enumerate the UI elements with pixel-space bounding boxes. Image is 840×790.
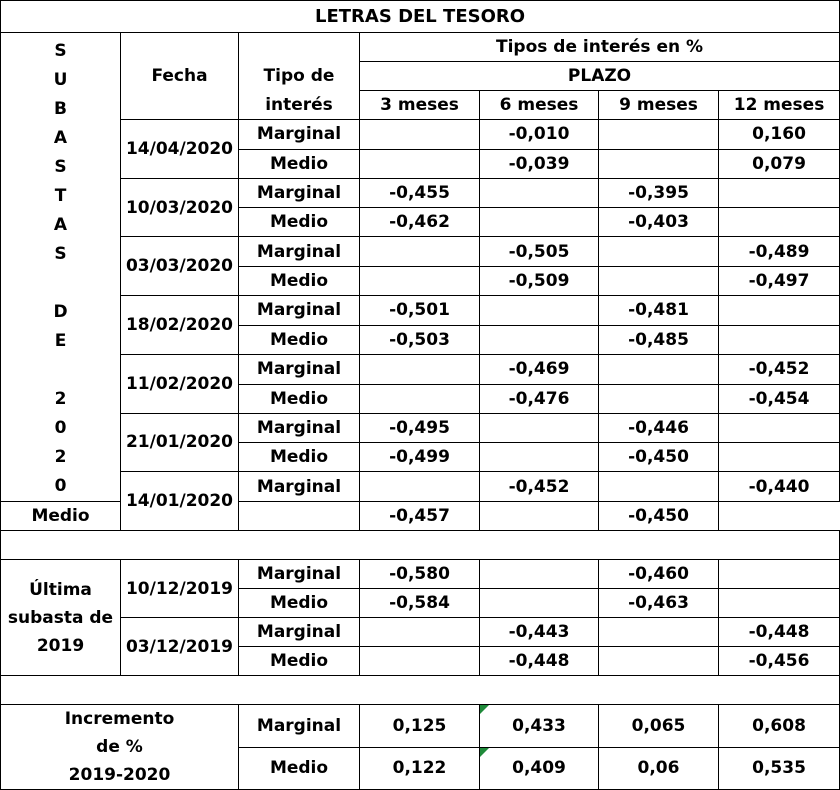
table-row: [1, 472, 840, 502]
rate-type-cell[interactable]: Medio: [239, 267, 360, 296]
rate-type-cell[interactable]: Marginal: [239, 618, 360, 647]
rate-value-cell[interactable]: -0,460: [599, 560, 719, 589]
rate-value-cell[interactable]: -0,509: [480, 267, 599, 296]
rate-value-cell[interactable]: [480, 325, 599, 354]
spacer-row: [1, 676, 840, 705]
auction-date-cell[interactable]: 14/04/2020: [121, 120, 239, 179]
increment-value-cell[interactable]: 0,125: [360, 705, 480, 748]
rate-value-cell[interactable]: [599, 618, 719, 647]
comment-marker-icon[interactable]: [480, 705, 489, 714]
increment-value-cell[interactable]: 0,122: [360, 747, 480, 790]
rate-value-cell[interactable]: -0,395: [599, 178, 719, 208]
rate-value-cell[interactable]: [719, 560, 840, 589]
plazo-3-header[interactable]: 9 meses: [599, 91, 719, 120]
rate-value-cell[interactable]: [480, 413, 599, 443]
rate-type-cell[interactable]: Marginal: [239, 178, 360, 208]
rate-value-cell[interactable]: [360, 384, 480, 413]
auction-date-cell[interactable]: 18/02/2020: [121, 296, 239, 355]
rate-value-cell[interactable]: -0,495: [360, 413, 480, 443]
rate-value-cell[interactable]: -0,489: [719, 237, 840, 267]
rate-value-cell[interactable]: [239, 502, 360, 531]
rate-value-cell[interactable]: -0,452: [480, 472, 599, 502]
fecha-header[interactable]: Fecha: [121, 33, 239, 120]
table-title[interactable]: LETRAS DEL TESORO: [1, 1, 840, 33]
rate-value-cell[interactable]: -0,457: [360, 502, 480, 531]
rate-value-cell[interactable]: [480, 296, 599, 326]
tipo-header-spacer[interactable]: [239, 33, 360, 62]
rate-value-cell[interactable]: -0,454: [719, 384, 840, 413]
rate-value-cell[interactable]: [360, 149, 480, 178]
increment-value-cell[interactable]: 0,065: [599, 705, 719, 748]
rate-value-cell[interactable]: [360, 354, 480, 384]
auction-date-cell[interactable]: 03/12/2019: [121, 618, 239, 676]
section-label-2019-line: Última: [29, 579, 92, 600]
section-label-letter: E: [54, 331, 67, 351]
table-row: [1, 178, 840, 208]
rate-value-cell[interactable]: -0,584: [360, 589, 480, 618]
increment-label-line: de %: [96, 737, 143, 757]
rate-type-cell[interactable]: Marginal: [239, 237, 360, 267]
section-label-letter: U: [53, 70, 68, 90]
auction-date-cell[interactable]: 10/03/2020: [121, 178, 239, 237]
rate-value-cell[interactable]: -0,580: [360, 560, 480, 589]
rate-type-cell[interactable]: Marginal: [239, 354, 360, 384]
rate-type-cell[interactable]: Medio: [239, 384, 360, 413]
rate-value-cell[interactable]: [719, 325, 840, 354]
rate-value-cell[interactable]: -0,505: [480, 237, 599, 267]
auction-date-cell[interactable]: 14/01/2020: [121, 472, 239, 531]
rate-value-cell[interactable]: [599, 647, 719, 676]
rate-type-cell[interactable]: Marginal: [239, 296, 360, 326]
section-label-letter: T: [54, 186, 67, 206]
rate-value-cell[interactable]: -0,499: [360, 443, 480, 472]
rate-value-cell[interactable]: -0,440: [719, 472, 840, 502]
rate-value-cell[interactable]: [480, 178, 599, 208]
rate-type-cell[interactable]: Medio: [239, 647, 360, 676]
section-label-letter: 0: [54, 476, 67, 496]
rate-value-cell[interactable]: -0,485: [599, 325, 719, 354]
rate-value-cell[interactable]: [599, 149, 719, 178]
rate-type-cell[interactable]: Medio: [239, 443, 360, 472]
rate-value-cell[interactable]: [719, 589, 840, 618]
section-label-letter: 2: [54, 389, 67, 409]
section-label-2019[interactable]: [1, 560, 121, 676]
rate-value-cell[interactable]: [719, 178, 840, 208]
rate-value-cell[interactable]: [360, 618, 480, 647]
rate-value-cell[interactable]: -0,497: [719, 267, 840, 296]
increment-value-cell[interactable]: 0,535: [719, 747, 840, 790]
rate-value-cell[interactable]: [480, 443, 599, 472]
section-label-letter: 2: [54, 447, 67, 467]
rate-value-cell[interactable]: -0,501: [360, 296, 480, 326]
section-label-letter: [1, 356, 120, 385]
rate-value-cell[interactable]: [599, 120, 719, 150]
rate-value-cell[interactable]: [480, 560, 599, 589]
spacer-cell[interactable]: [1, 531, 840, 560]
rate-value-cell[interactable]: -0,448: [719, 618, 840, 647]
table-row: [1, 618, 840, 647]
rate-value-cell[interactable]: -0,469: [480, 354, 599, 384]
rate-value-cell[interactable]: [480, 502, 599, 531]
rate-value-cell[interactable]: -0,450: [599, 443, 719, 472]
rate-value-cell[interactable]: [480, 589, 599, 618]
rate-value-cell[interactable]: -0,448: [480, 647, 599, 676]
rate-value-cell[interactable]: [599, 384, 719, 413]
rate-value-cell[interactable]: 0,160: [719, 120, 840, 150]
rate-type-cell[interactable]: Medio: [239, 149, 360, 178]
section-label-letter: S: [54, 244, 67, 264]
rate-value-cell[interactable]: [719, 413, 840, 443]
section-label-letter: B: [54, 99, 67, 119]
table-row: [1, 120, 840, 150]
rate-type-cell[interactable]: Medio: [239, 747, 360, 790]
rate-value-cell[interactable]: [360, 237, 480, 267]
tipo-header-line-1[interactable]: Tipo de: [239, 62, 360, 91]
spacer-row: [1, 531, 840, 560]
increment-value-cell[interactable]: 0,409: [480, 747, 599, 790]
rate-value-cell[interactable]: -0,450: [599, 502, 719, 531]
section-label-letter: S: [54, 41, 67, 61]
increment-label-line: Incremento: [64, 709, 175, 729]
auction-date-cell[interactable]: 10/12/2019: [121, 560, 239, 618]
rate-value-cell[interactable]: -0,456: [719, 647, 840, 676]
rate-value-cell[interactable]: -0,039: [480, 149, 599, 178]
table-row: [1, 413, 840, 443]
rate-value-cell[interactable]: [719, 296, 840, 326]
auction-date-cell[interactable]: 03/03/2020: [121, 237, 239, 296]
plazo-4-header[interactable]: 12 meses: [719, 91, 840, 120]
table-row: [1, 296, 840, 326]
rate-value-cell[interactable]: -0,503: [360, 325, 480, 354]
section-label-letter: 0: [54, 418, 67, 438]
plazo-1-header[interactable]: 3 meses: [360, 91, 480, 120]
table-row: [1, 354, 840, 384]
tipos-interes-header[interactable]: Tipos de interés en %: [360, 33, 840, 62]
rate-type-cell[interactable]: Medio: [239, 325, 360, 354]
rate-value-cell[interactable]: [719, 443, 840, 472]
tipo-header-line-2[interactable]: interés: [239, 91, 360, 120]
rate-type-cell[interactable]: Marginal: [239, 120, 360, 150]
rate-type-cell[interactable]: Marginal: [239, 560, 360, 589]
auction-date-cell[interactable]: 11/02/2020: [121, 354, 239, 413]
table-row: [1, 560, 840, 589]
rate-value-cell[interactable]: 0,079: [719, 149, 840, 178]
rate-value-cell[interactable]: [599, 237, 719, 267]
rate-value-cell[interactable]: [360, 647, 480, 676]
plazo-header[interactable]: PLAZO: [360, 62, 840, 91]
rate-value-cell[interactable]: -0,481: [599, 296, 719, 326]
rate-value-cell[interactable]: -0,476: [480, 384, 599, 413]
increment-value-cell[interactable]: 0,06: [599, 747, 719, 790]
section-label-2019-line: 2019: [36, 635, 85, 656]
rate-type-cell[interactable]: Medio: [239, 589, 360, 618]
section-label-2019-line: subasta de: [7, 607, 114, 628]
section-label-letter: A: [53, 128, 68, 148]
rate-type-cell[interactable]: Medio: [239, 208, 360, 237]
rate-value-cell[interactable]: -0,462: [360, 208, 480, 237]
increment-label[interactable]: [1, 705, 239, 790]
increment-label-line: 2019-2020: [68, 765, 171, 785]
rate-value-cell[interactable]: [360, 472, 480, 502]
rate-type-cell[interactable]: Marginal: [239, 413, 360, 443]
rate-type-cell[interactable]: Marginal: [239, 472, 360, 502]
section-label-letter: S: [54, 157, 67, 177]
section-label-letter: A: [53, 215, 68, 235]
rate-value-cell[interactable]: [599, 267, 719, 296]
increment-row: [1, 705, 840, 748]
plazo-2-header[interactable]: 6 meses: [480, 91, 599, 120]
rate-value-cell[interactable]: [360, 267, 480, 296]
rate-value-cell[interactable]: [719, 208, 840, 237]
increment-value-cell[interactable]: 0,608: [719, 705, 840, 748]
rate-value-cell[interactable]: [360, 120, 480, 150]
comment-marker-icon[interactable]: [480, 748, 489, 757]
rate-type-cell[interactable]: Medio: [1, 502, 121, 531]
rate-value-cell[interactable]: -0,446: [599, 413, 719, 443]
rate-value-cell[interactable]: [480, 208, 599, 237]
rate-value-cell[interactable]: -0,463: [599, 589, 719, 618]
spacer-cell[interactable]: [1, 676, 840, 705]
section-label-letter: [1, 269, 120, 298]
section-label-2020[interactable]: [1, 33, 121, 502]
rate-value-cell[interactable]: -0,443: [480, 618, 599, 647]
increment-value-cell[interactable]: 0,433: [480, 705, 599, 748]
rate-value-cell[interactable]: [599, 354, 719, 384]
rate-value-cell[interactable]: -0,455: [360, 178, 480, 208]
rate-value-cell[interactable]: -0,452: [719, 354, 840, 384]
rate-value-cell[interactable]: -0,403: [599, 208, 719, 237]
rate-value-cell[interactable]: [599, 472, 719, 502]
table-row: [1, 237, 840, 267]
section-label-letter: D: [53, 302, 68, 322]
auction-date-cell[interactable]: 21/01/2020: [121, 413, 239, 472]
rate-value-cell[interactable]: -0,010: [480, 120, 599, 150]
rate-type-cell[interactable]: Marginal: [239, 705, 360, 748]
